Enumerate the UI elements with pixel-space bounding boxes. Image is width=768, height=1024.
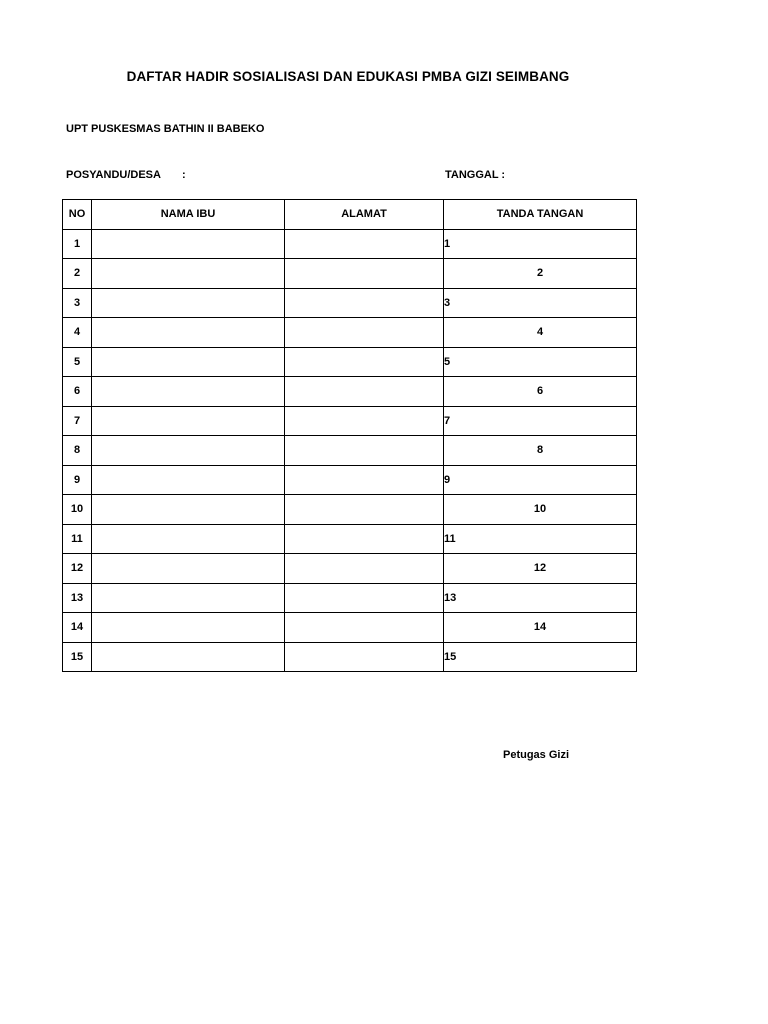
posyandu-label: POSYANDU/DESA <box>66 169 161 181</box>
nama-ibu-cell[interactable] <box>92 436 285 466</box>
table-row <box>63 259 637 289</box>
alamat-cell[interactable] <box>285 318 444 348</box>
nama-ibu-cell[interactable] <box>92 465 285 495</box>
nama-ibu-cell[interactable] <box>92 642 285 672</box>
tanda-tangan-cell[interactable]: 7 <box>444 406 637 436</box>
row-number: 15 <box>63 642 92 672</box>
tanda-tangan-cell[interactable]: 14 <box>444 613 637 643</box>
signatory-label: Petugas Gizi <box>503 749 570 761</box>
column-header-nama-ibu: NAMA IBU <box>92 200 285 230</box>
nama-ibu-cell[interactable] <box>92 406 285 436</box>
row-number: 5 <box>63 347 92 377</box>
alamat-cell[interactable] <box>285 347 444 377</box>
row-number: 8 <box>63 436 92 466</box>
table-row <box>63 554 637 584</box>
column-header-alamat: ALAMAT <box>285 200 444 230</box>
nama-ibu-cell[interactable] <box>92 318 285 348</box>
tanda-tangan-cell[interactable]: 15 <box>444 642 637 672</box>
table-row <box>63 583 637 613</box>
table-row <box>63 465 637 495</box>
row-number: 12 <box>63 554 92 584</box>
nama-ibu-cell[interactable] <box>92 583 285 613</box>
alamat-cell[interactable] <box>285 554 444 584</box>
nama-ibu-cell[interactable] <box>92 495 285 525</box>
column-header-no: NO <box>63 200 92 230</box>
alamat-cell[interactable] <box>285 642 444 672</box>
alamat-cell[interactable] <box>285 436 444 466</box>
tanda-tangan-cell[interactable]: 5 <box>444 347 637 377</box>
alamat-cell[interactable] <box>285 288 444 318</box>
table-row <box>63 524 637 554</box>
tanda-tangan-cell[interactable]: 8 <box>444 436 637 466</box>
tanda-tangan-cell[interactable]: 13 <box>444 583 637 613</box>
tanda-tangan-cell[interactable]: 6 <box>444 377 637 407</box>
tanda-tangan-cell[interactable]: 11 <box>444 524 637 554</box>
table-row <box>63 495 637 525</box>
nama-ibu-cell[interactable] <box>92 259 285 289</box>
tanda-tangan-cell[interactable]: 10 <box>444 495 637 525</box>
tanda-tangan-cell[interactable]: 9 <box>444 465 637 495</box>
table-row <box>63 288 637 318</box>
tanda-tangan-cell[interactable]: 2 <box>444 259 637 289</box>
row-number: 6 <box>63 377 92 407</box>
row-number: 2 <box>63 259 92 289</box>
nama-ibu-cell[interactable] <box>92 229 285 259</box>
table-row <box>63 436 637 466</box>
nama-ibu-cell[interactable] <box>92 347 285 377</box>
row-number: 11 <box>63 524 92 554</box>
alamat-cell[interactable] <box>285 524 444 554</box>
table-row <box>63 406 637 436</box>
nama-ibu-cell[interactable] <box>92 554 285 584</box>
organization-name: UPT PUSKESMAS BATHIN II BABEKO <box>66 123 265 135</box>
alamat-cell[interactable] <box>285 583 444 613</box>
tanda-tangan-cell[interactable]: 1 <box>444 229 637 259</box>
table-row <box>63 613 637 643</box>
row-number: 9 <box>63 465 92 495</box>
attendance-table <box>62 199 637 672</box>
table-body <box>63 229 637 672</box>
tanda-tangan-cell[interactable]: 12 <box>444 554 637 584</box>
table-row <box>63 377 637 407</box>
alamat-cell[interactable] <box>285 613 444 643</box>
alamat-cell[interactable] <box>285 406 444 436</box>
alamat-cell[interactable] <box>285 495 444 525</box>
tanda-tangan-cell[interactable]: 3 <box>444 288 637 318</box>
table-row <box>63 347 637 377</box>
row-number: 7 <box>63 406 92 436</box>
tanggal-label: TANGGAL : <box>445 169 506 181</box>
table-row <box>63 318 637 348</box>
document-title: DAFTAR HADIR SOSIALISASI DAN EDUKASI PMBA GIZI SEIMBANG <box>126 69 570 84</box>
alamat-cell[interactable] <box>285 259 444 289</box>
row-number: 1 <box>63 229 92 259</box>
alamat-cell[interactable] <box>285 465 444 495</box>
nama-ibu-cell[interactable] <box>92 524 285 554</box>
row-number: 3 <box>63 288 92 318</box>
row-number: 10 <box>63 495 92 525</box>
table-row <box>63 229 637 259</box>
table-row <box>63 642 637 672</box>
nama-ibu-cell[interactable] <box>92 377 285 407</box>
row-number: 13 <box>63 583 92 613</box>
tanda-tangan-cell[interactable]: 4 <box>444 318 637 348</box>
nama-ibu-cell[interactable] <box>92 613 285 643</box>
column-header-tanda-tangan: TANDA TANGAN <box>444 200 637 230</box>
row-number: 4 <box>63 318 92 348</box>
row-number: 14 <box>63 613 92 643</box>
posyandu-colon: : <box>182 169 186 181</box>
alamat-cell[interactable] <box>285 229 444 259</box>
nama-ibu-cell[interactable] <box>92 288 285 318</box>
table-header-row <box>63 200 637 230</box>
posyandu-field <box>66 169 186 181</box>
alamat-cell[interactable] <box>285 377 444 407</box>
